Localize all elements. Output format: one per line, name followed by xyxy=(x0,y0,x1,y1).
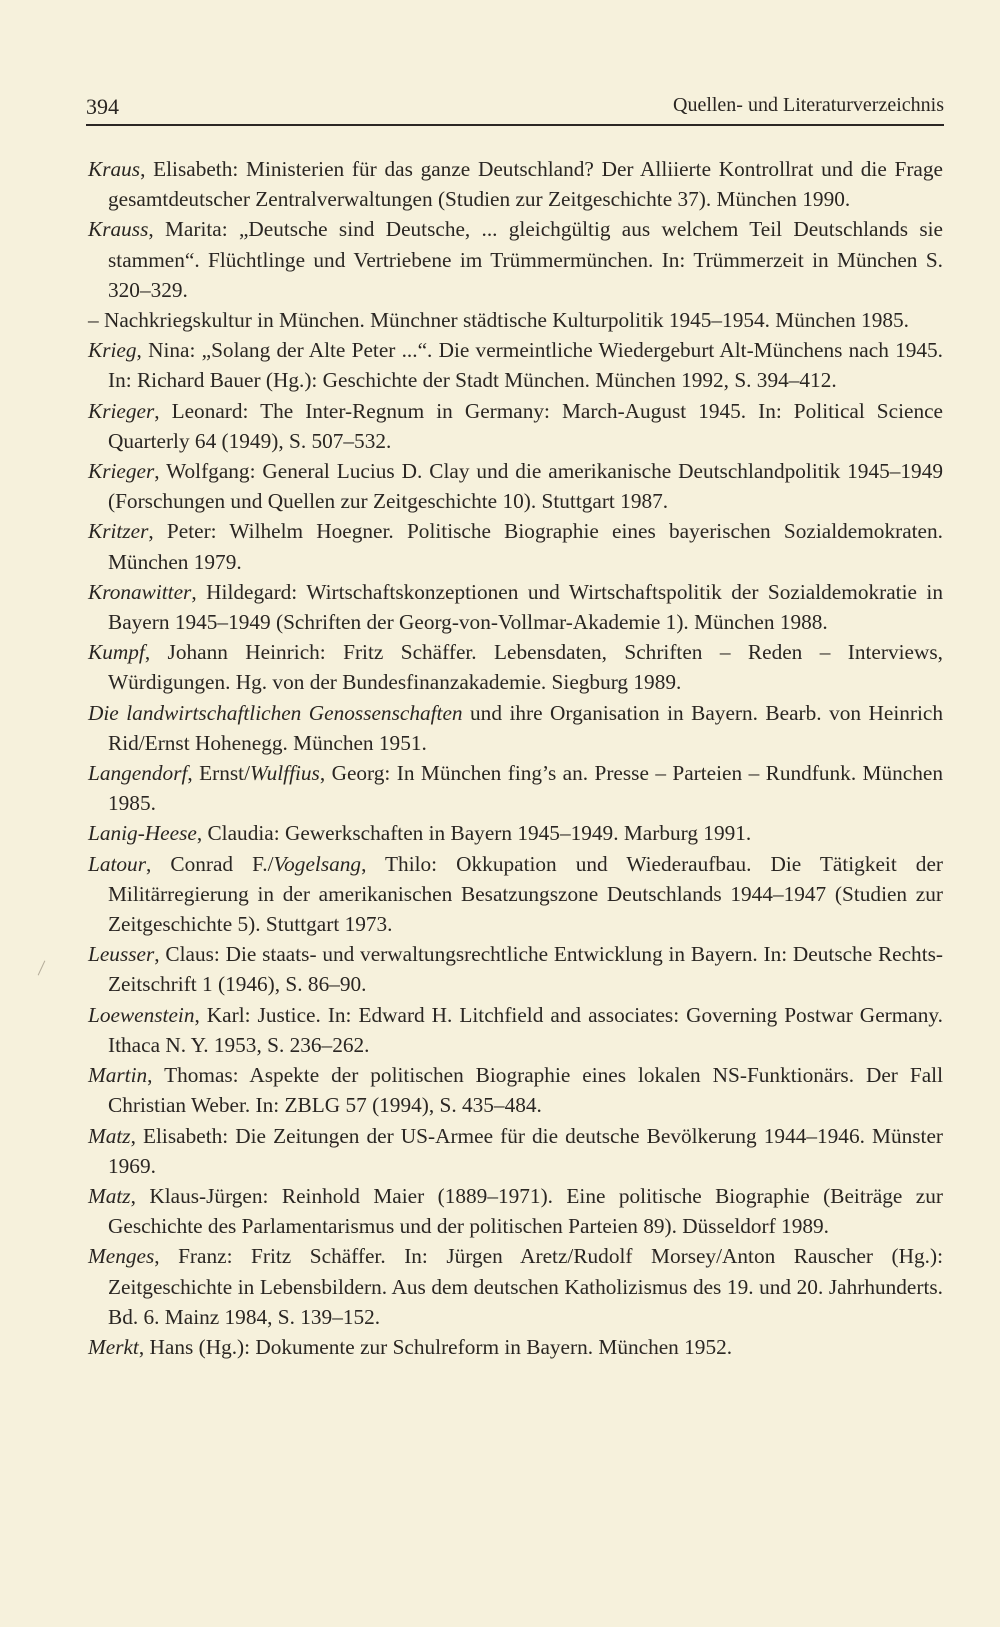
entry-text: , Elisabeth: Die Zeitungen der US-Armee für die deutsche Bevölkerung 1944–1946. Münster 1969. xyxy=(108,1123,943,1178)
bibliography-entry xyxy=(88,516,943,576)
entry-author: Krieger xyxy=(88,459,155,484)
bibliography-entry xyxy=(88,456,943,516)
entry-author: Krauss xyxy=(88,217,149,242)
entry-author: Langendorf xyxy=(88,761,188,786)
bibliography-entry xyxy=(88,698,943,758)
bibliography-entry xyxy=(88,1121,943,1181)
running-title: Quellen- und Literaturverzeichnis xyxy=(673,94,944,116)
entry-author: Kraus xyxy=(88,157,141,181)
entry-author: Menges xyxy=(88,1244,155,1269)
entry-text: , Nina: „Solang der Alte Peter ...“. Die vermeintliche Wiedergeburt Alt-Münchens nach 1945. In: Richard Bauer (Hg.): Geschichte der Stadt München. München 1992, S. 394–412. xyxy=(108,338,943,393)
entry-author: Matz xyxy=(88,1123,131,1148)
entry-text: , Thomas: Aspekte der politischen Biographie eines lokalen NS-Funktionärs. Der Fall Christian Weber. In: ZBLG 57 (1994), S. 435–484. xyxy=(108,1063,943,1118)
entry-author: Kumpf xyxy=(88,640,145,665)
entry-text: , Claudia: Gewerkschaften in Bayern 1945–1949. Marburg 1991. xyxy=(196,821,752,846)
entry-text: , Franz: Fritz Schäffer. In: Jürgen Aretz/Rudolf Morsey/Anton Rauscher (Hg.): Zeitgeschichte in Lebensbildern. Aus dem deutschen Katholizismus des 19. und 20. Jahrhunderts. Bd. 6. Mainz 1984, S. 139–152. xyxy=(108,1244,943,1329)
entry-title: Die landwirtschaftlichen Genossenschaften xyxy=(88,700,463,725)
page-header xyxy=(86,90,944,126)
entry-text: , Thilo: Okkupation und Wiederaufbau. Die Tätigkeit der Militärregierung in der amerikanischen Besatzungszone Deutschlands 1944–1947 (Studien zur Zeitgeschichte 5). Stuttgart 1973. xyxy=(108,851,943,937)
entry-author: Krieger xyxy=(88,398,155,423)
bibliography-entry xyxy=(88,849,943,940)
entry-text: und ihre Organisation in Bayern. Bearb. von Heinrich Rid/Ernst Hohenegg. München 1951. xyxy=(108,700,943,755)
entry-author: Martin xyxy=(88,1063,148,1088)
entry-text: , Klaus-Jürgen: Reinhold Maier (1889–1971). Eine politische Biographie (Beiträge zur Geschichte des Parlamentarismus und der politischen Parteien 89). Düsseldorf 1989. xyxy=(108,1183,943,1239)
bibliography-entry xyxy=(88,1000,943,1060)
entry-text: – Nachkriegskultur in München. Münchner städtische Kulturpolitik 1945–1954. München 1985. xyxy=(88,308,909,333)
entry-text: , Hans (Hg.): Dokumente zur Schulreform in Bayern. München 1952. xyxy=(138,1334,733,1359)
entry-text: , Claus: Die staats- und verwaltungsrechtliche Entwicklung in Bayern. In: Deutsche Rechts-Zeitschrift 1 (1946), S. 86–90. xyxy=(108,942,943,997)
entry-author: Merkt xyxy=(88,1334,139,1359)
entry-text: , Johann Heinrich: Fritz Schäffer. Lebensdaten, Schriften – Reden – Interviews, Würdigungen. Hg. von der Bundesfinanzakademie. Siegburg 1989. xyxy=(108,640,943,695)
entry-author: Krieg xyxy=(88,338,137,363)
entry-author: Lanig-Heese xyxy=(88,821,197,846)
entry-author: Leusser xyxy=(88,942,155,967)
entry-text: , Karl: Justice. In: Edward H. Litchfield and associates: Governing Postwar Germany. Ithaca N. Y. 1953, S. 236–262. xyxy=(108,1002,943,1057)
entry-text: , Hildegard: Wirtschaftskonzeptionen und Wirtschaftspolitik der Sozialdemokratie in Bayern 1945–1949 (Schriften der Georg-von-Vollmar-Akademie 1). München 1988. xyxy=(108,579,943,635)
entry-author: Matz xyxy=(88,1183,131,1208)
entry-coauthor: Vogelsang xyxy=(273,851,362,876)
bibliography-entry xyxy=(88,1181,943,1241)
entry-author: Loewenstein xyxy=(88,1002,195,1027)
entry-text: , Marita: „Deutsche sind Deutsche, ... gleichgültig aus welchem Teil Deutschlands sie stammen“. Flüchtlinge und Vertriebene im Trümmermünchen. In: Trümmerzeit in München S. 320–329. xyxy=(108,217,943,302)
bibliography-entry xyxy=(88,939,943,999)
bibliography-entry xyxy=(88,305,943,335)
bibliography-entry xyxy=(88,335,943,395)
bibliography-entry xyxy=(88,637,943,697)
entry-text: , Wolfgang: General Lucius D. Clay und die amerikanische Deutschlandpolitik 1945–1949 (Forschungen und Quellen zur Zeitgeschichte 10). Stuttgart 1987. xyxy=(108,459,943,514)
entry-text: , Elisabeth: Ministerien für das ganze Deutschland? Der Alliierte Kontrollrat und die Frage gesamtdeutscher Zentralverwaltungen (Studien zur Zeitgeschichte 37). München 1990. xyxy=(108,157,943,212)
page-number: 394 xyxy=(86,94,119,119)
margin-pencil-mark xyxy=(38,961,46,976)
bibliography-entry xyxy=(88,1060,943,1120)
bibliography-list xyxy=(88,154,943,1362)
entry-text: , Peter: Wilhelm Hoegner. Politische Biographie eines bayerischen Sozialdemokraten. München 1979. xyxy=(108,519,943,574)
entry-author: Kritzer xyxy=(88,519,149,544)
entry-text: , Conrad F./ xyxy=(146,851,274,876)
bibliography-entry xyxy=(88,1241,943,1332)
entry-author: Kronawitter xyxy=(88,579,192,604)
entry-author: Latour xyxy=(88,851,146,876)
bibliography-entry xyxy=(88,154,943,214)
entry-text: , Leonard: The Inter-Regnum in Germany: March-August 1945. In: Political Science Quarterly 64 (1949), S. 507–532. xyxy=(108,398,943,453)
entry-text: , Georg: In München fing’s an. Presse – Parteien – Rundfunk. München 1985. xyxy=(108,761,943,816)
bibliography-entry xyxy=(88,818,943,848)
entry-coauthor: Wulffius xyxy=(250,761,320,786)
bibliography-entry xyxy=(88,396,943,456)
bibliography-entry xyxy=(88,1332,943,1362)
bibliography-entry xyxy=(88,214,943,305)
entry-text: , Ernst/ xyxy=(187,761,251,786)
bibliography-entry xyxy=(88,758,943,818)
bibliography-entry xyxy=(88,577,943,637)
